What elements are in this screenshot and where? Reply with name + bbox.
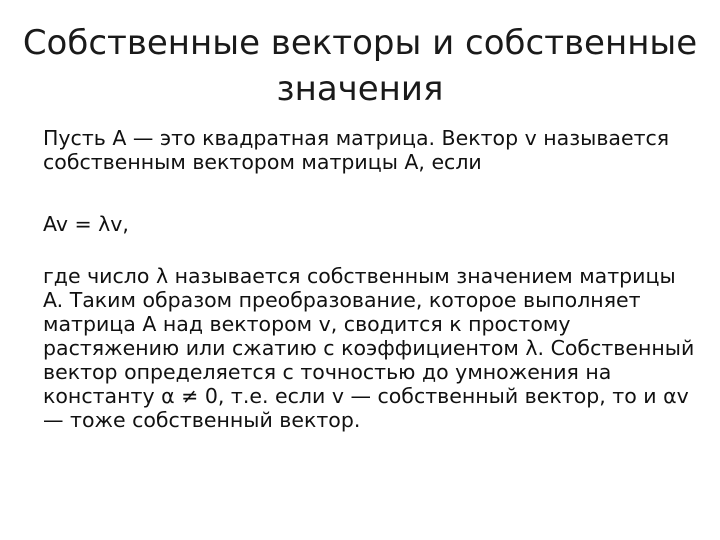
text-line: собственным вектором матрицы A, если [43,150,482,174]
slide-body [43,126,693,432]
text-line: матрица A над вектором v, сводится к простому [43,312,571,336]
text-line: константу α ≠ 0, т.е. если v — собственный вектор, то и αv [43,384,689,408]
text-line: A. Таким образом преобразование, которое выполняет [43,288,641,312]
paragraph-explanation [43,264,693,432]
text-line: где число λ называется собственным значением матрицы [43,264,676,288]
text-line: растяжению или сжатию с коэффициентом λ. Собственный [43,336,695,360]
text-line: Пусть A — это квадратная матрица. Вектор v называется [43,126,670,150]
slide-title-line-2: значения [276,69,444,109]
text-line: — тоже собственный вектор. [43,408,361,432]
equation-line: Av = λv, [43,212,129,236]
text-line: вектор определяется с точностью до умножения на [43,360,612,384]
paragraph-equation [43,212,693,236]
paragraph-definition [43,126,693,174]
slide-title [20,20,700,112]
slide-title-line-1: Собственные векторы и собственные [22,23,698,63]
